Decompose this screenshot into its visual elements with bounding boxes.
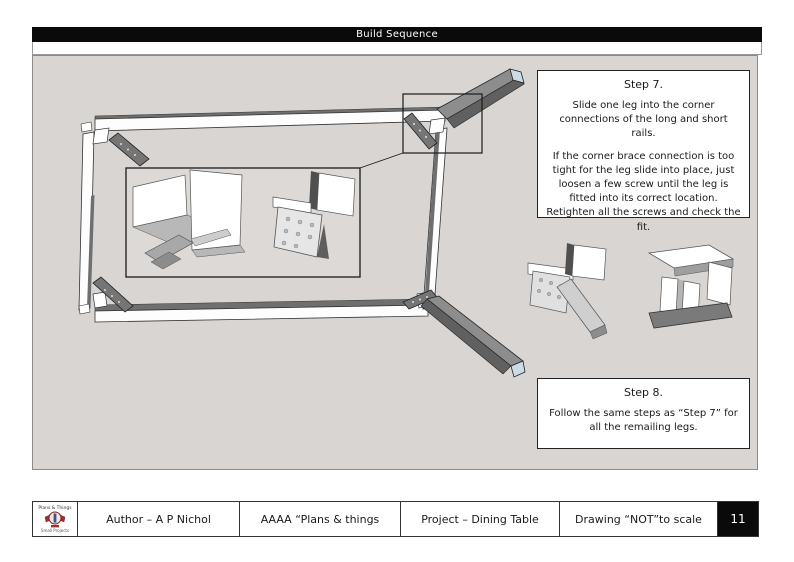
step8-paragraph-1: Follow the same steps as “Step 7” for all the remailing legs.: [549, 408, 738, 434]
callout-leader-line: [360, 153, 403, 168]
detail-leg-inserted: [528, 243, 607, 339]
project-cell: Project – Dining Table: [400, 501, 560, 537]
page-title: Build Sequence: [356, 29, 438, 40]
step7-title: Step 7.: [623, 78, 664, 91]
corner-block-bottom-left: [93, 292, 107, 308]
step7-paragraph-2: If the corner brace connection is too tight for the leg slide into place, just loosen a few screw until the leg is fitted into its correct location. Retighten all the screws and check the fit.: [546, 150, 741, 233]
step7-box: [537, 70, 750, 233]
header-spacer-strip: [32, 42, 762, 55]
detail-leg-fitted-underside: [649, 245, 733, 328]
step7-paragraph-1: Slide one leg into the corner connections of the long and short rails.: [559, 100, 728, 140]
corner-block-top-right: [429, 118, 445, 134]
page-title-bar: [32, 27, 762, 42]
leg-top-right: [437, 69, 524, 128]
step8-title: Step 8.: [623, 386, 664, 399]
company-logo-cell: [32, 501, 78, 537]
logo-bottom-text: Small Projects: [40, 527, 70, 533]
title-block-footer: [32, 501, 759, 537]
corner-tab: [81, 122, 92, 132]
scale-note-cell: Drawing “NOT”to scale: [559, 501, 718, 537]
plans-and-things-logo-icon: [44, 511, 66, 528]
corner-tab: [79, 304, 90, 314]
logo-top-text: Plans & Things: [38, 505, 72, 511]
corner-brace-top-left: [109, 133, 149, 166]
company-cell: AAAA “Plans & things: [239, 501, 401, 537]
drawing-canvas: [32, 55, 758, 470]
corner-block-top-left: [93, 128, 109, 144]
detail-inset-box: [126, 168, 360, 277]
page-number-cell: 11: [717, 501, 759, 537]
leg-bottom-right: [421, 296, 525, 377]
author-cell: Author – A P Nichol: [77, 501, 240, 537]
step8-box: [537, 378, 750, 449]
